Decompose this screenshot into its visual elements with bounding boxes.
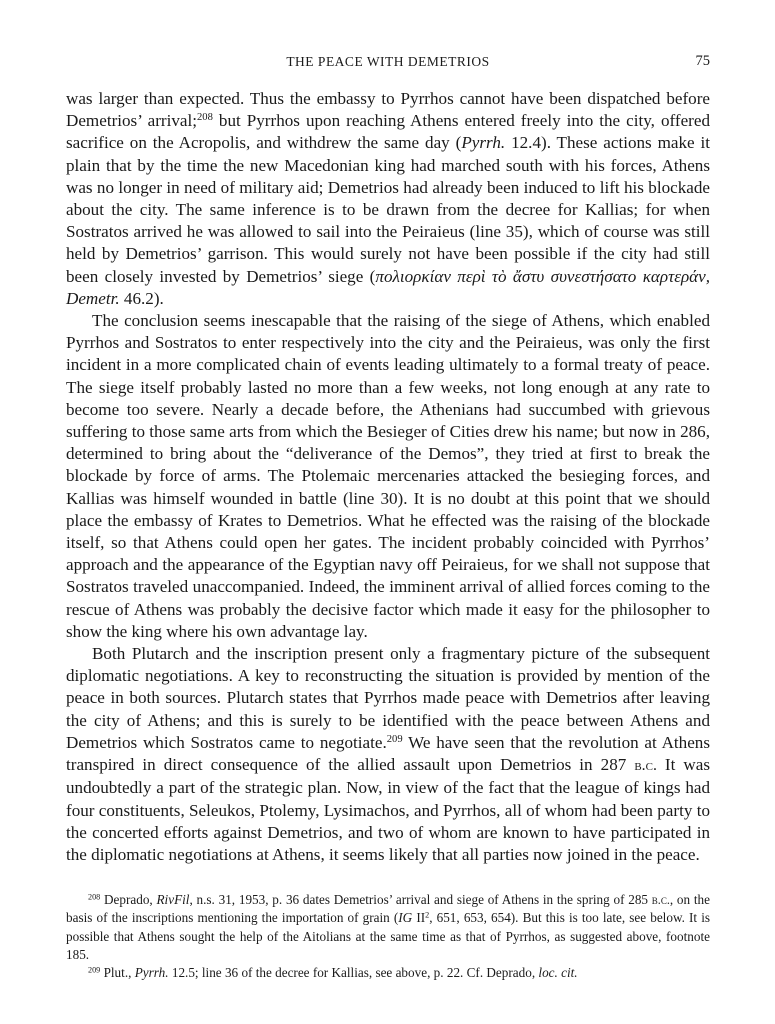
citation-pyrrh: Pyrrh. [134,965,169,981]
era-abbreviation: b.c. [651,893,670,907]
paragraph-1: was larger than expected. Thus the embassy to Pyrrhos cannot have been dispatched before Demetrios’ arrival;$^{208}$ but Pyrrhos upon reaching Athens entered freely into the city, offered sacrifice on the Acropolis, and withdrew the same day (Pyrrh. 12.4). These actions make it plain that by the time the new Macedonian king had marched south with his forces, Athens was no longer in need of military aid; Demetrios had already been induced to lift his blockade about the city. The same inference is to be drawn from the decree for Kallias; for when Sostratos arrived he was allowed to sail into the Peiraieus (line 35), which of course was still held by Demetrios’ garrison. This would surely not have been possible if the city had still been closely invested by Demetrios’ siege (πολιορκίαν περὶ τὸ ἄστυ συνεστήσατο καρτεράν, Demetr. 46.2). [66,89,711,308]
running-header [66,50,710,72]
main-text [66,88,710,866]
paragraph-2: The conclusion seems inescapable that the raising of the siege of Athens, which enabled Pyrrhos and Sostratos to enter respectively into the city and the Peiraieus, was only the first incident in a more complicated chain of events leading ultimately to a formal treaty of peace. The siege itself probably lasted no more than a few weeks, not long enough at any rate to become too severe. Nearly a decade before, the Athenians had succumbed with grievous suffering to those same arts from which the Besieger of Cities drew his name; but now in 286, determined to bring about the “deliverance of the Demos”, they tried at first to break the blockade by force of arms. The Ptolemaic mercenaries attacked the besieging forces, and Kallias was himself wounded in battle (line 30). It is no doubt at this point that we should place the embassy of Krates to Demetrios. What he effected was the raising of the blockade itself, so that Athens could open her gates. The incident probably coincided with Pyrrhos’ approach and the appearance of the Egyptian navy off Peiraieus, for we shall not suppose that Sostratos traveled unaccompanied. Indeed, the imminent arrival of allied forces coming to the rescue of Athens was probably the decisive factor which made it easy for the philosopher to show the king where his own advantage lay. [66,311,710,641]
journal-title: RivFil [156,892,190,907]
era-abbreviation: b.c. [634,757,657,775]
greek-quotation: πολιορκίαν περὶ τὸ ἄστυ συνεστήσατο καρτεράν, Demetr. [66,266,710,308]
footnote-208: $^{208}$ Deprado, RivFil, n.s. 31, 1953, p. 36 dates Demetrios’ arrival and siege of Athens in the spring of 285 b.c., on the basis of the inscriptions mentioning the importation of grain (IG $II^2$, 651, 653, 654). But this is too late, see below. It is possible that Athens sought the help of the Aitolians at the same time as that of Pyrrhos, as suggested above, footnote 185. [66,892,710,962]
paragraph-3: Both Plutarch and the inscription present only a fragmentary picture of the subsequent diplomatic negotiations. A key to reconstructing the situation is provided by mention of the peace in both sources. Plutarch states that Pyrrhos made peace with Demetrios after leaving the city of Athens; and this is surely to be identified with the peace between Athens and Demetrios which Sostratos came to negotiate.$^{209}$ We have seen that the revolution at Athens transpired in direct consequence of the allied assault upon Demetrios in 287 b.c. It was undoubtedly a part of the strategic plan. Now, in view of the fact that the league of kings had four constituents, Seleukos, Ptolemy, Lysimachos, and Pyrrhos, all of whom had been party to the concerted efforts against Demetrios, and two of whom are known to have participated in the diplomatic negotiations at Athens, it seems likely that all parties now joined in the peace. [66,644,711,864]
loc-cit: loc. cit. [538,965,578,981]
superscript-2: 2 [425,910,430,920]
footnote-number: 208 [88,892,101,902]
footnote-ref-208[interactable]: 208 [197,112,213,124]
page-number: 75 [695,53,710,69]
footnotes [66,891,710,982]
citation-pyrrh: Pyrrh. [461,133,506,153]
footnote-number: 209 [88,965,101,975]
ig-abbreviation: IG [398,910,413,926]
running-title: THE PEACE WITH DEMETRIOS [286,54,490,69]
footnote-ref-209[interactable]: 209 [386,734,403,746]
footnote-209: $^{209}$ Plut., Pyrrh. 12.5; line 36 of the decree for Kallias, see above, p. 22. Cf. Deprado, loc. cit. [88,965,578,981]
